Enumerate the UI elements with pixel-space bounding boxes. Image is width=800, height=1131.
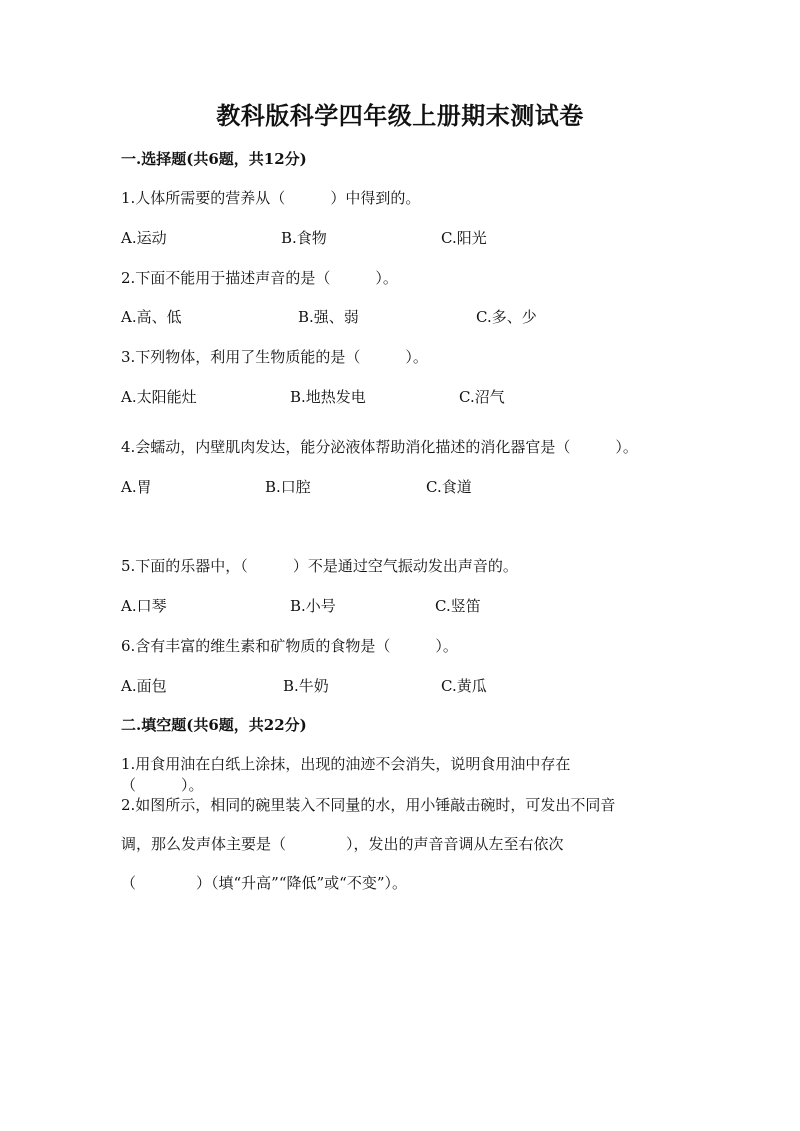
question-2-option-b: B.强、弱 [298, 308, 359, 326]
fill-blank-1-line-1: 1.用食用油在白纸上涂抹，出现的油迹不会消失，说明食用油中存在 [121, 755, 571, 773]
question-3-stem: 3.下列物体，利用了生物质能的是（ ）。 [121, 348, 428, 366]
question-2-stem: 2.下面不能用于描述声音的是（ ）。 [121, 269, 398, 287]
question-1-option-a: A.运动 [121, 229, 167, 247]
question-3-option-b: B.地热发电 [290, 388, 366, 406]
section-heading-choice: 一.选择题(共6题，共12分) [121, 150, 307, 168]
question-1-stem: 1.人体所需要的营养从（ ）中得到的。 [121, 189, 421, 207]
fill-blank-2-line-2: 调，那么发声体主要是（ ），发出的声音音调从左至右依次 [121, 835, 564, 853]
fill-blank-2-line-3: （ ）（填“升高”“降低”或“不变”）。 [121, 874, 408, 892]
question-4-option-b: B.口腔 [265, 478, 311, 496]
question-6-option-a: A.面包 [121, 677, 167, 695]
question-3-option-c: C.沼气 [459, 388, 505, 406]
question-3-option-a: A.太阳能灶 [121, 388, 197, 406]
question-6-option-b: B.牛奶 [283, 677, 329, 695]
question-5-option-c: C.竖笛 [435, 597, 481, 615]
question-1-option-b: B.食物 [281, 229, 327, 247]
section-heading-fill-blank: 二.填空题(共6题，共22分) [121, 716, 307, 734]
question-4-stem: 4.会蠕动，内壁肌肉发达，能分泌液体帮助消化描述的消化器官是（ ）。 [121, 438, 638, 456]
question-1-option-c: C.阳光 [441, 229, 487, 247]
question-5-option-a: A.口琴 [121, 597, 167, 615]
question-4-option-a: A.胃 [121, 478, 152, 496]
question-2-option-a: A.高、低 [121, 308, 182, 326]
question-6-stem: 6.含有丰富的维生素和矿物质的食物是（ ）。 [121, 637, 458, 655]
question-5-option-b: B.小号 [290, 597, 336, 615]
question-5-stem: 5.下面的乐器中，（ ）不是通过空气振动发出声音的。 [121, 557, 518, 575]
fill-blank-1-line-2: （ ）。 [121, 776, 204, 794]
question-2-option-c: C.多、少 [476, 308, 537, 326]
question-4-option-c: C.食道 [426, 478, 472, 496]
page-title: 教科版科学四年级上册期末测试卷 [216, 101, 584, 130]
question-6-option-c: C.黄瓜 [441, 677, 487, 695]
fill-blank-2-line-1: 2.如图所示，相同的碗里装入不同量的水，用小锤敲击碗时，可发出不同音 [121, 796, 616, 814]
